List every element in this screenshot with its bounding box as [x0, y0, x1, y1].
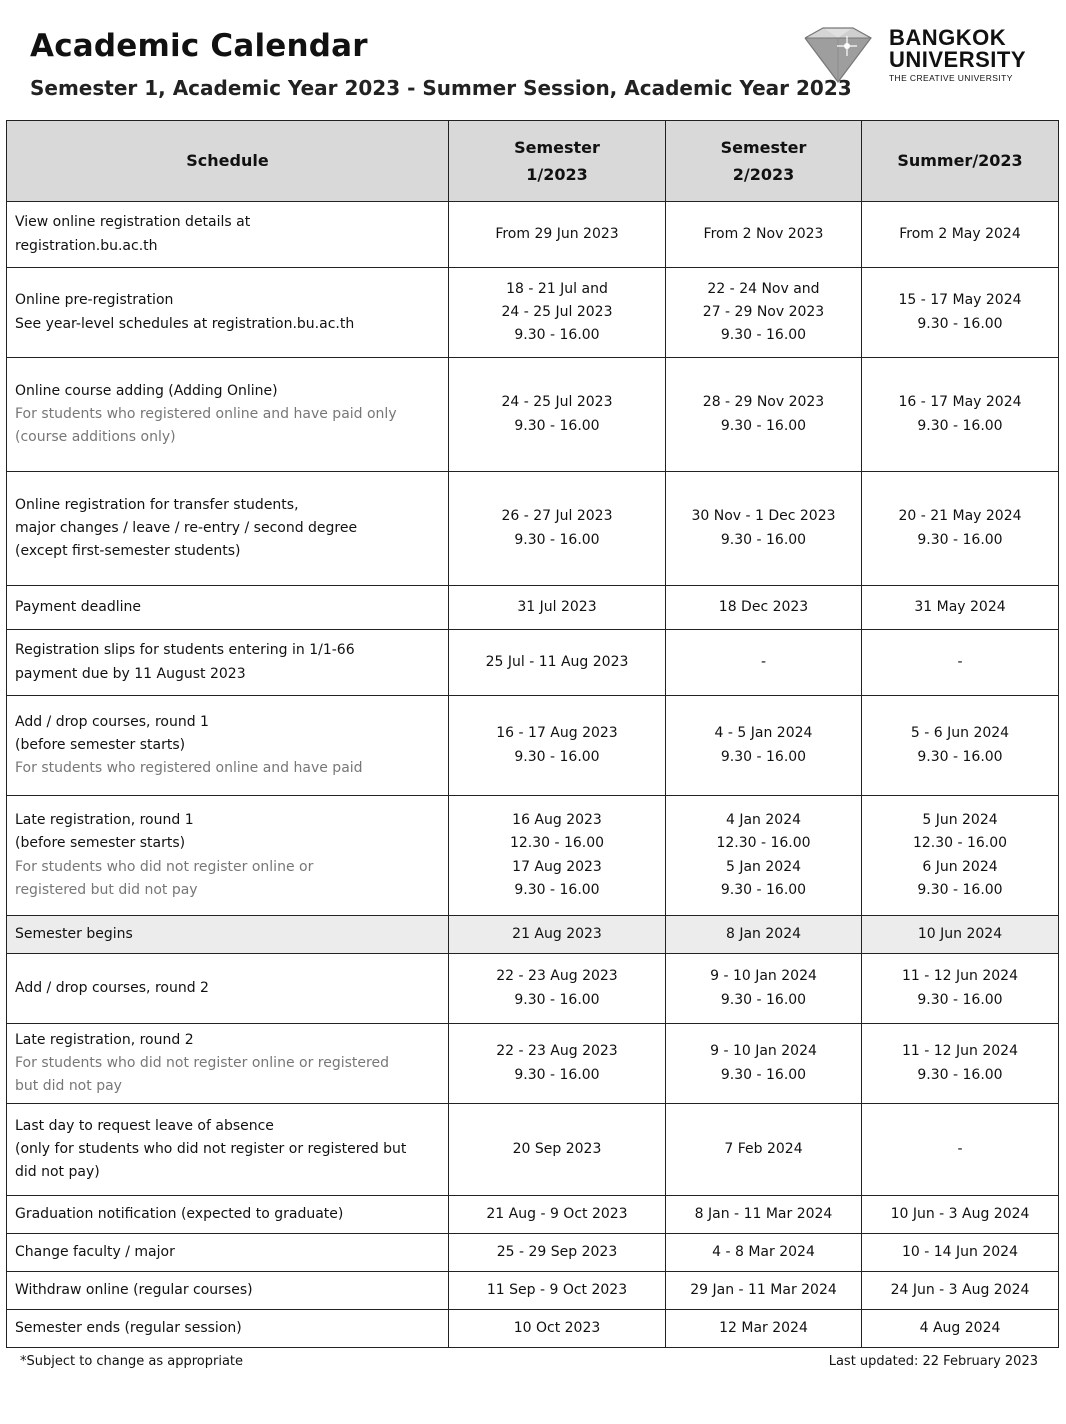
header-semester-1: [449, 121, 666, 202]
table-row: [7, 586, 1059, 630]
date-line: 9.30 - 16.00: [917, 531, 1003, 548]
date-line: 8 Jan - 11 Mar 2024: [694, 1205, 833, 1222]
date-line: 27 - 29 Nov 2023: [702, 303, 825, 320]
date-line: 9.30 - 16.00: [720, 1066, 807, 1083]
table-row: [7, 1196, 1059, 1234]
logo-line2: UNIVERSITY: [888, 47, 1026, 73]
date-line: 9.30 - 16.00: [917, 881, 1003, 898]
task-line: Add / drop courses, round 1: [15, 713, 209, 730]
task-line: Semester begins: [15, 925, 133, 942]
table-row: [7, 1234, 1059, 1272]
row-task: [7, 586, 449, 630]
task-note-line: For students who registered online and have paid only: [15, 405, 397, 422]
task-line: View online registration details at: [15, 214, 251, 231]
date-cell-col3: [862, 1104, 1059, 1196]
diamond-logo-icon: [793, 24, 881, 86]
date-cell-col3: [862, 1024, 1059, 1104]
header-summer: Summer/2023: [862, 121, 1059, 202]
date-line: 9.30 - 16.00: [720, 991, 807, 1008]
date-cell-col3: [862, 202, 1059, 268]
date-cell-col2: [666, 1310, 862, 1348]
date-cell-col3: [862, 954, 1059, 1024]
date-line: 9.30 - 16.00: [917, 315, 1003, 332]
date-cell-col3: [862, 1196, 1059, 1234]
date-cell-col2: [666, 1272, 862, 1310]
date-cell-col1: [449, 472, 666, 586]
date-line: From 2 May 2024: [899, 225, 1021, 242]
header: [8, 25, 1058, 120]
footer-note: *Subject to change as appropriate: [20, 1354, 244, 1369]
date-cell-col2: [666, 1104, 862, 1196]
date-line: 9.30 - 16.00: [720, 881, 807, 898]
date-line: 9.30 - 16.00: [514, 1066, 600, 1083]
date-cell-col3: [862, 358, 1059, 472]
date-line: 11 Sep - 9 Oct 2023: [486, 1281, 628, 1298]
date-line: 5 Jun 2024: [922, 812, 998, 829]
date-line: From 2 Nov 2023: [703, 225, 824, 242]
date-cell-col3: [862, 472, 1059, 586]
table-row: [7, 696, 1059, 796]
date-line: 10 Oct 2023: [513, 1319, 601, 1336]
date-line: 10 - 14 Jun 2024: [902, 1243, 1018, 1260]
header-semester-2: [666, 121, 862, 202]
date-line: 26 - 27 Jul 2023: [501, 508, 613, 525]
table-row: [7, 1104, 1059, 1196]
date-line: 4 Jan 2024: [725, 812, 802, 829]
academic-calendar-table: [6, 120, 1059, 1348]
date-line: 30 Nov - 1 Dec 2023: [691, 508, 836, 525]
date-line: 5 Jan 2024: [725, 858, 802, 875]
row-task: [7, 1104, 449, 1196]
row-task: [7, 1310, 449, 1348]
task-line: registration.bu.ac.th: [15, 237, 158, 254]
date-line: 9.30 - 16.00: [514, 327, 600, 344]
date-line: -: [957, 1140, 963, 1157]
task-line: Add / drop courses, round 2: [15, 979, 209, 996]
date-line: 11 - 12 Jun 2024: [902, 1043, 1018, 1060]
date-cell-col1: [449, 268, 666, 358]
task-line: Late registration, round 1: [15, 812, 194, 829]
date-line: 5 - 6 Jun 2024: [910, 725, 1010, 742]
date-cell-col1: [449, 202, 666, 268]
date-cell-col1: [449, 1196, 666, 1234]
date-line: 25 Jul - 11 Aug 2023: [485, 653, 629, 670]
footer-updated: Last updated: 22 February 2023: [828, 1354, 1038, 1369]
date-line: 21 Aug - 9 Oct 2023: [486, 1205, 628, 1222]
date-line: 8 Jan 2024: [725, 925, 802, 942]
date-line: 18 - 21 Jul and: [506, 280, 608, 297]
date-line: 10 Jun 2024: [917, 925, 1003, 942]
row-task: [7, 696, 449, 796]
date-cell-col2: [666, 696, 862, 796]
date-line: 20 Sep 2023: [512, 1140, 602, 1157]
date-cell-col3: [862, 796, 1059, 916]
logo-tagline: THE CREATIVE UNIVERSITY: [888, 73, 1013, 84]
task-line: Registration slips for students entering in 1/1-66: [15, 642, 355, 659]
date-line: 22 - 24 Nov and: [707, 280, 820, 297]
task-line: Semester ends (regular session): [15, 1319, 242, 1336]
date-cell-col1: [449, 954, 666, 1024]
date-line: 9.30 - 16.00: [514, 991, 600, 1008]
row-task: [7, 1234, 449, 1272]
date-line: 6 Jun 2024: [922, 858, 998, 875]
date-line: 12 Mar 2024: [719, 1319, 808, 1336]
table-header-row: [7, 121, 1059, 202]
date-line: 9.30 - 16.00: [514, 881, 600, 898]
date-line: 12.30 - 16.00: [716, 835, 811, 852]
task-note-line: registered but did not pay: [15, 881, 198, 898]
date-line: 24 - 25 Jul 2023: [501, 394, 613, 411]
row-task: [7, 1196, 449, 1234]
task-line: Change faculty / major: [15, 1243, 175, 1260]
task-note-line: For students who registered online and have paid: [15, 760, 363, 777]
date-line: 9.30 - 16.00: [720, 417, 807, 434]
task-line: Online course adding (Adding Online): [15, 382, 278, 399]
date-cell-col3: [862, 696, 1059, 796]
date-cell-col2: [666, 586, 862, 630]
date-line: 24 Jun - 3 Aug 2024: [890, 1281, 1030, 1298]
table-row: [7, 268, 1059, 358]
date-cell-col2: [666, 472, 862, 586]
date-cell-col2: [666, 1234, 862, 1272]
table-row: [7, 1310, 1059, 1348]
task-note-line: For students who did not register online or registered: [15, 1054, 389, 1071]
table-row: [7, 472, 1059, 586]
task-line: did not pay): [15, 1164, 100, 1181]
date-cell-col1: [449, 1310, 666, 1348]
date-line: 17 Aug 2023: [512, 858, 602, 875]
date-line: 16 - 17 May 2024: [898, 394, 1022, 411]
task-line: payment due by 11 August 2023: [15, 665, 246, 682]
date-cell-col1: [449, 586, 666, 630]
date-line: 4 - 8 Mar 2024: [712, 1243, 815, 1260]
date-cell-col2: [666, 1024, 862, 1104]
date-line: 9.30 - 16.00: [917, 748, 1003, 765]
row-task: [7, 268, 449, 358]
date-cell-col3: [862, 1272, 1059, 1310]
row-task: [7, 1272, 449, 1310]
date-cell-col3: [862, 1310, 1059, 1348]
date-line: 22 - 23 Aug 2023: [496, 1043, 618, 1060]
date-line: 16 - 17 Aug 2023: [496, 725, 618, 742]
date-cell-col1: [449, 1234, 666, 1272]
task-line: (only for students who did not register or registered but: [15, 1140, 407, 1157]
date-line: 4 - 5 Jan 2024: [714, 725, 813, 742]
university-logo: [793, 24, 1026, 86]
date-cell-col3: [862, 1234, 1059, 1272]
date-cell-col3: [862, 268, 1059, 358]
date-line: 9 - 10 Jan 2024: [710, 968, 817, 985]
date-line: 9.30 - 16.00: [720, 531, 807, 548]
date-line: -: [957, 653, 963, 670]
logo-line1: BANGKOK: [888, 25, 1007, 51]
row-task: [7, 202, 449, 268]
date-line: 24 - 25 Jul 2023: [501, 303, 613, 320]
date-line: -: [760, 653, 767, 670]
task-line: Last day to request leave of absence: [15, 1117, 274, 1134]
row-task: [7, 472, 449, 586]
table-row: [7, 1272, 1059, 1310]
date-line: 9.30 - 16.00: [514, 531, 600, 548]
date-cell-col1: [449, 696, 666, 796]
table-row: [7, 796, 1059, 916]
header-semester-1-line2: 1/2023: [526, 165, 588, 184]
date-cell-col2: [666, 268, 862, 358]
task-line: major changes / leave / re-entry / second degree: [15, 519, 358, 536]
row-task: [7, 916, 449, 954]
table-row: [7, 916, 1059, 954]
table-row: [7, 202, 1059, 268]
task-line: See year-level schedules at registration.bu.ac.th: [15, 315, 355, 332]
date-line: 9.30 - 16.00: [917, 991, 1003, 1008]
date-cell-col3: [862, 630, 1059, 696]
header-semester-2-line1: Semester: [720, 137, 807, 157]
row-task: [7, 630, 449, 696]
date-line: 12.30 - 16.00: [912, 835, 1008, 852]
date-line: 31 May 2024: [914, 598, 1006, 615]
logo-wordmark: [889, 27, 1026, 83]
row-task: [7, 1024, 449, 1104]
date-cell-col3: [862, 586, 1059, 630]
date-line: 28 - 29 Nov 2023: [702, 394, 825, 411]
date-line: 12.30 - 16.00: [509, 835, 605, 852]
task-note-line: (course additions only): [15, 429, 176, 446]
date-cell-col2: [666, 1196, 862, 1234]
date-line: 10 Jun - 3 Aug 2024: [890, 1205, 1030, 1222]
date-cell-col1: [449, 358, 666, 472]
header-schedule: Schedule: [7, 121, 449, 202]
task-line: Online pre-registration: [15, 292, 174, 309]
table-row: [7, 1024, 1059, 1104]
date-cell-col1: [449, 916, 666, 954]
date-line: 29 Jan - 11 Mar 2024: [690, 1281, 837, 1298]
task-line: Withdraw online (regular courses): [15, 1281, 253, 1298]
row-task: [7, 954, 449, 1024]
page-title: Academic Calendar: [30, 28, 368, 64]
date-line: 9.30 - 16.00: [917, 1066, 1003, 1083]
date-line: 9.30 - 16.00: [720, 748, 807, 765]
task-line: Late registration, round 2: [15, 1031, 194, 1048]
page-subtitle: Semester 1, Academic Year 2023 - Summer Session, Academic Year 2023: [30, 76, 852, 100]
date-cell-col1: [449, 1104, 666, 1196]
table-row: [7, 954, 1059, 1024]
date-cell-col1: [449, 1272, 666, 1310]
date-cell-col2: [666, 796, 862, 916]
header-semester-1-line1: Semester: [514, 137, 600, 157]
date-cell-col3: [862, 916, 1059, 954]
date-cell-col2: [666, 916, 862, 954]
date-line: 9 - 10 Jan 2024: [710, 1043, 817, 1060]
task-note-line: but did not pay: [15, 1078, 122, 1095]
date-cell-col2: [666, 954, 862, 1024]
row-task: [7, 358, 449, 472]
date-line: 15 - 17 May 2024: [898, 292, 1022, 309]
date-cell-col2: [666, 358, 862, 472]
date-line: 16 Aug 2023: [512, 812, 602, 829]
task-line: (except first-semester students): [15, 543, 241, 560]
table-body: [7, 202, 1059, 1348]
table-row: [7, 358, 1059, 472]
date-cell-col1: [449, 1024, 666, 1104]
date-line: 11 - 12 Jun 2024: [902, 968, 1018, 985]
task-note-line: For students who did not register online or: [15, 858, 314, 875]
date-cell-col1: [449, 630, 666, 696]
task-line: (before semester starts): [15, 835, 186, 852]
date-line: 4 Aug 2024: [919, 1319, 1001, 1336]
task-line: Graduation notification (expected to graduate): [15, 1205, 344, 1222]
task-line: Online registration for transfer students,: [15, 496, 299, 513]
date-line: From 29 Jun 2023: [495, 225, 619, 242]
date-line: 7 Feb 2024: [724, 1140, 803, 1157]
date-line: 9.30 - 16.00: [917, 417, 1003, 434]
date-line: 20 - 21 May 2024: [898, 508, 1022, 525]
date-line: 18 Dec 2023: [718, 598, 809, 615]
date-line: 31 Jul 2023: [517, 598, 597, 615]
date-line: 21 Aug 2023: [512, 925, 602, 942]
date-cell-col2: [666, 202, 862, 268]
date-line: 9.30 - 16.00: [720, 327, 807, 344]
date-line: 9.30 - 16.00: [514, 748, 600, 765]
date-cell-col1: [449, 796, 666, 916]
date-cell-col2: [666, 630, 862, 696]
header-semester-2-line2: 2/2023: [732, 165, 795, 184]
date-line: 9.30 - 16.00: [514, 417, 600, 434]
date-line: 25 - 29 Sep 2023: [496, 1243, 618, 1260]
table-row: [7, 630, 1059, 696]
date-line: 22 - 23 Aug 2023: [496, 968, 618, 985]
task-line: (before semester starts): [15, 736, 186, 753]
row-task: [7, 796, 449, 916]
task-line: Payment deadline: [15, 598, 141, 615]
